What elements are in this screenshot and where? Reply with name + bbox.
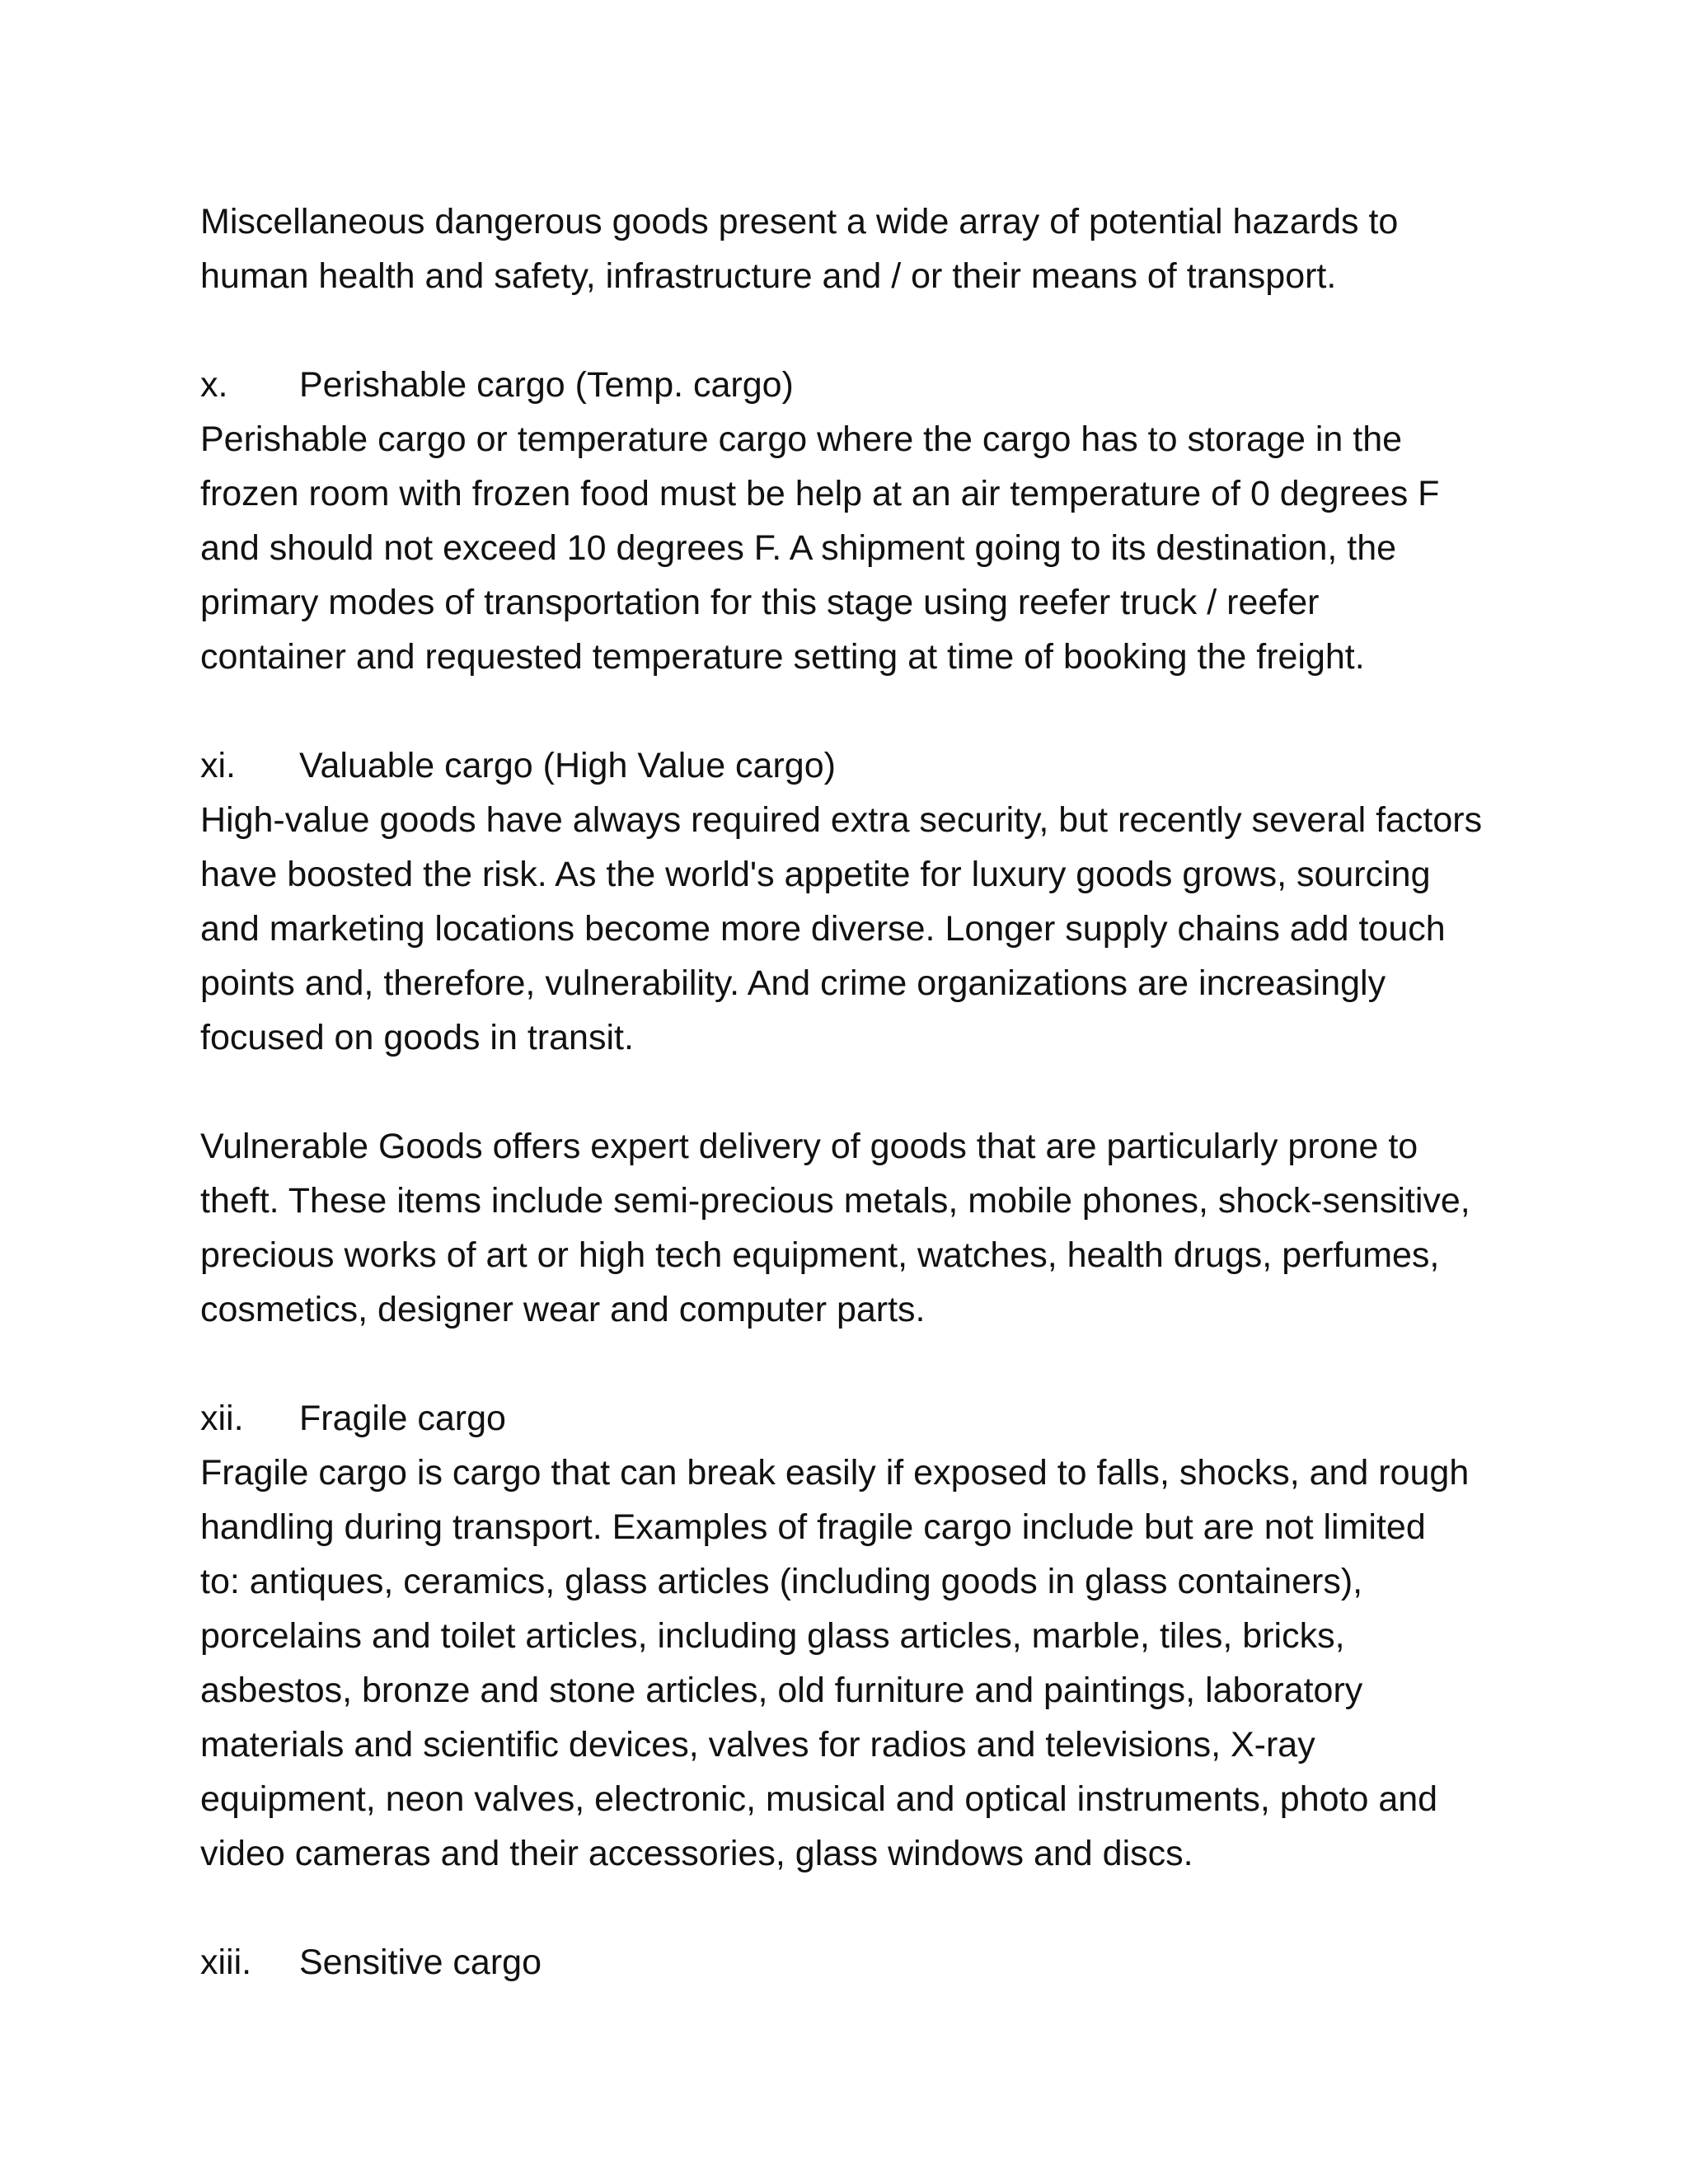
paragraph-line: precious works of art or high tech equipment, watches, health drugs, perfumes,: [200, 1235, 1440, 1275]
paragraph-line: and should not exceed 10 degrees F. A shipment going to its destination, the: [200, 528, 1397, 568]
paragraph-line: focused on goods in transit.: [200, 1018, 634, 1057]
section-heading-fragile: [200, 1391, 1519, 1446]
section-heading-valuable: [200, 738, 1519, 793]
paragraph-line: frozen room with frozen food must be help at an air temperature of 0 degrees F: [200, 474, 1440, 513]
perishable-paragraph: [200, 412, 1519, 684]
section-number: xiii.: [200, 1943, 252, 1982]
paragraph-line: Fragile cargo is cargo that can break easily if exposed to falls, shocks, and rough: [200, 1453, 1470, 1493]
paragraph-line: human health and safety, infrastructure and / or their means of transport.: [200, 256, 1337, 296]
paragraph-line: asbestos, bronze and stone articles, old furniture and paintings, laboratory: [200, 1671, 1363, 1710]
paragraph-line: Vulnerable Goods offers expert delivery of goods that are particularly prone to: [200, 1127, 1418, 1166]
section-title: Valuable cargo (High Value cargo): [299, 746, 836, 785]
paragraph-line: equipment, neon valves, electronic, musical and optical instruments, photo and: [200, 1779, 1438, 1819]
paragraph-spacer: [200, 1881, 1519, 1935]
paragraph-line: primary modes of transportation for this stage using reefer truck / reefer: [200, 583, 1320, 622]
section-number: x.: [200, 365, 228, 405]
paragraph-line: video cameras and their accessories, glass windows and discs.: [200, 1834, 1193, 1873]
paragraph-line: cosmetics, designer wear and computer parts.: [200, 1290, 926, 1329]
paragraph-line: porcelains and toilet articles, including glass articles, marble, tiles, bricks,: [200, 1616, 1345, 1656]
paragraph-line: High-value goods have always required extra security, but recently several factors: [200, 800, 1483, 840]
document-body: [200, 194, 1519, 1990]
section-heading-perishable: [200, 358, 1519, 412]
paragraph-line: to: antiques, ceramics, glass articles (including goods in glass containers),: [200, 1562, 1363, 1601]
paragraph-spacer: [200, 1337, 1519, 1391]
misc-paragraph: [200, 194, 1519, 303]
paragraph-line: have boosted the risk. As the world's appetite for luxury goods grows, sourcing: [200, 855, 1431, 894]
section-title: Sensitive cargo: [299, 1943, 542, 1982]
paragraph-line: Perishable cargo or temperature cargo where the cargo has to storage in the: [200, 419, 1403, 459]
paragraph-spacer: [200, 1065, 1519, 1119]
paragraph-line: and marketing locations become more diverse. Longer supply chains add touch: [200, 909, 1446, 949]
section-number: xii.: [200, 1399, 244, 1438]
paragraph-line: Miscellaneous dangerous goods present a wide array of potential hazards to: [200, 202, 1399, 241]
paragraph-spacer: [200, 684, 1519, 738]
paragraph-spacer: [200, 303, 1519, 358]
paragraph-line: container and requested temperature setting at time of booking the freight.: [200, 637, 1365, 677]
fragile-paragraph: [200, 1446, 1519, 1881]
paragraph-line: theft. These items include semi-precious metals, mobile phones, shock-sensitive,: [200, 1181, 1470, 1221]
paragraph-line: materials and scientific devices, valves for radios and televisions, X-ray: [200, 1725, 1315, 1765]
vulnerable-goods-paragraph: [200, 1119, 1519, 1337]
paragraph-line: handling during transport. Examples of fragile cargo include but are not limited: [200, 1507, 1426, 1547]
section-title: Fragile cargo: [299, 1399, 506, 1438]
section-heading-sensitive: [200, 1935, 1519, 1990]
section-number: xi.: [200, 746, 236, 785]
section-title: Perishable cargo (Temp. cargo): [299, 365, 794, 405]
paragraph-line: points and, therefore, vulnerability. And crime organizations are increasingly: [200, 963, 1386, 1003]
valuable-paragraph: [200, 793, 1519, 1065]
